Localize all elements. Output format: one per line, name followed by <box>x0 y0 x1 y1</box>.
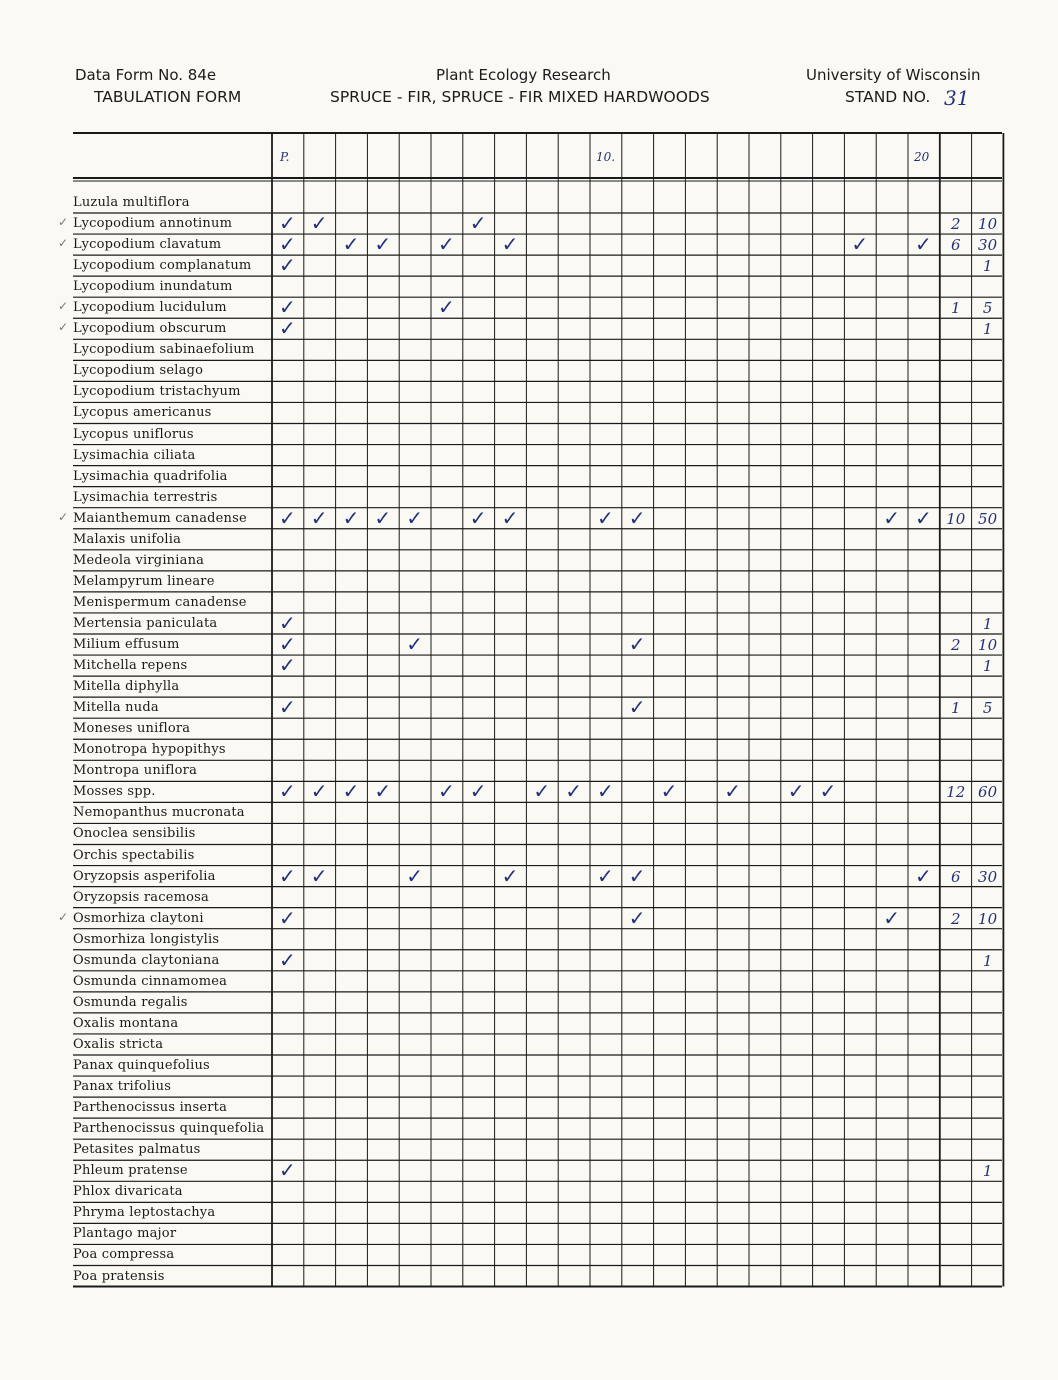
quadrat-check: ✓ <box>406 505 423 530</box>
quadrat-check: ✓ <box>501 863 519 888</box>
species-label: Lysimachia terrestris <box>73 489 218 505</box>
species-label: Medeola virginiana <box>73 552 205 568</box>
organization: Plant Ecology Research <box>436 66 611 84</box>
margin-check-mark: ✓ <box>58 509 69 524</box>
quadrat-check: ✓ <box>883 905 900 930</box>
margin-check-mark: ✓ <box>58 299 69 314</box>
species-label: Mitella nuda <box>73 700 159 716</box>
quadrat-check: ✓ <box>374 505 392 530</box>
quadrat-check: ✓ <box>279 695 296 720</box>
quadrat-check: ✓ <box>310 505 328 530</box>
species-label: Mitchella repens <box>73 658 188 674</box>
stand-number: 31 <box>944 86 970 110</box>
quadrat-check: ✓ <box>310 863 328 888</box>
quadrat-check: ✓ <box>469 211 487 235</box>
percent-value: 1 <box>982 1162 993 1181</box>
percent-value: 1 <box>982 320 993 339</box>
quadrat-check: ✓ <box>279 653 296 678</box>
species-label: Lycopus uniflorus <box>73 426 194 442</box>
margin-check-mark: ✓ <box>58 320 69 335</box>
quadrat-check: ✓ <box>915 505 932 530</box>
form-number: Data Form No. 84e <box>75 66 217 84</box>
species-label: Mertensia paniculata <box>73 615 218 631</box>
species-label: Mitella diphylla <box>73 679 180 695</box>
species-label: Orchis spectabilis <box>73 847 195 863</box>
species-label: Parthenocissus quinquefolia <box>73 1121 265 1137</box>
species-label: Milium effusum <box>73 637 180 652</box>
quadrat-check: ✓ <box>279 505 296 530</box>
species-label: Poa compressa <box>73 1247 175 1263</box>
species-label: Lysimachia quadrifolia <box>73 468 228 484</box>
column-marker-20: 20 <box>914 150 930 164</box>
percent-value: 5 <box>982 299 993 318</box>
quadrat-check: ✓ <box>628 505 646 530</box>
quadrat-check: ✓ <box>279 232 296 257</box>
species-label: Lysimachia ciliata <box>73 447 196 463</box>
quadrat-check: ✓ <box>819 779 837 804</box>
species-label: Moneses uniflora <box>73 721 191 737</box>
species-label: Lycopodium annotinum <box>73 216 233 231</box>
form-subtitle: SPRUCE - FIR, SPRUCE - FIR MIXED HARDWOODS <box>330 88 710 106</box>
frequency-value: 1 <box>951 699 961 718</box>
quadrat-check: ✓ <box>374 779 392 804</box>
species-label: Melampyrum lineare <box>73 573 215 589</box>
species-label: Osmunda regalis <box>73 994 188 1010</box>
quadrat-check: ✓ <box>342 505 360 530</box>
column-marker-10: 10. <box>596 150 616 164</box>
column-marker-p: P. <box>280 150 290 164</box>
species-label: Panax trifolius <box>73 1079 172 1095</box>
percent-value: 1 <box>982 257 993 276</box>
species-label: Phleum pratense <box>73 1163 188 1179</box>
frequency-value: 2 <box>951 636 961 654</box>
species-label: Monotropa hypopithys <box>73 742 226 758</box>
quadrat-check: ✓ <box>438 232 455 257</box>
percent-value: 30 <box>978 236 998 255</box>
quadrat-check: ✓ <box>279 1158 296 1183</box>
quadrat-check: ✓ <box>565 779 582 804</box>
quadrat-check: ✓ <box>597 505 614 530</box>
quadrat-check: ✓ <box>279 779 296 804</box>
quadrat-check: ✓ <box>628 863 646 888</box>
quadrat-check: ✓ <box>279 863 296 888</box>
species-label: Luzula multiflora <box>73 195 190 210</box>
percent-value: 1 <box>982 951 993 970</box>
quadrat-check: ✓ <box>406 632 423 656</box>
species-label: Malaxis unifolia <box>73 531 182 547</box>
percent-value: 60 <box>978 783 998 802</box>
species-label: Oxalis montana <box>73 1015 179 1031</box>
species-label: Osmunda claytoniana <box>73 952 220 968</box>
quadrat-check: ✓ <box>501 505 519 530</box>
species-label: Lycopodium selago <box>73 363 204 379</box>
quadrat-check: ✓ <box>279 253 296 278</box>
species-label: Phryma leptostachya <box>73 1205 216 1221</box>
frequency-value: 6 <box>951 236 961 255</box>
quadrat-check: ✓ <box>406 863 423 888</box>
percent-value: 1 <box>982 614 993 633</box>
quadrat-check: ✓ <box>469 505 487 530</box>
species-label: Oxalis stricta <box>73 1036 164 1052</box>
species-label: Lycopodium sabinaefolium <box>73 342 255 358</box>
quadrat-check: ✓ <box>915 863 932 888</box>
quadrat-check: ✓ <box>279 211 296 235</box>
species-label: Nemopanthus mucronata <box>73 805 245 821</box>
frequency-value: 12 <box>946 783 966 802</box>
quadrat-check: ✓ <box>279 610 296 635</box>
percent-value: 10 <box>978 215 998 233</box>
quadrat-check: ✓ <box>279 947 296 972</box>
stand-label: STAND NO. <box>845 88 931 106</box>
quadrat-check: ✓ <box>724 779 741 804</box>
percent-value: 30 <box>978 867 998 886</box>
percent-value: 5 <box>982 699 993 718</box>
quadrat-check: ✓ <box>310 779 328 804</box>
species-label: Poa pratensis <box>73 1268 165 1284</box>
quadrat-check: ✓ <box>342 779 360 804</box>
quadrat-check: ✓ <box>438 295 455 320</box>
quadrat-check: ✓ <box>279 905 296 930</box>
quadrat-check: ✓ <box>501 232 519 257</box>
species-label: Mosses spp. <box>73 784 156 800</box>
species-label: Petasites palmatus <box>73 1142 201 1158</box>
species-label: Lycopodium complanatum <box>73 258 252 274</box>
quadrat-check: ✓ <box>438 779 455 804</box>
species-label: Lycopodium clavatum <box>73 237 222 253</box>
quadrat-check: ✓ <box>628 695 646 720</box>
quadrat-check: ✓ <box>787 779 805 804</box>
species-label: Plantago major <box>73 1226 177 1242</box>
species-label: Maianthemum canadense <box>73 510 247 526</box>
percent-value: 50 <box>978 509 998 528</box>
margin-check-mark: ✓ <box>58 215 69 229</box>
species-label: Parthenocissus inserta <box>73 1100 228 1116</box>
margin-check-mark: ✓ <box>58 909 69 924</box>
percent-value: 10 <box>978 909 998 928</box>
percent-value: 1 <box>982 657 993 676</box>
quadrat-check: ✓ <box>628 632 646 656</box>
species-label: Montropa uniflora <box>73 763 198 779</box>
university: University of Wisconsin <box>806 66 981 84</box>
species-label: Phlox divaricata <box>73 1184 183 1200</box>
species-label: Lycopodium obscurum <box>73 321 227 337</box>
species-label: Oryzopsis asperifolia <box>73 868 216 884</box>
species-label: Lycopodium tristachyum <box>73 384 241 400</box>
frequency-value: 2 <box>951 215 961 233</box>
species-label: Lycopodium lucidulum <box>73 300 227 316</box>
quadrat-check: ✓ <box>279 295 296 320</box>
quadrat-check: ✓ <box>915 232 932 257</box>
species-label: Osmunda cinnamomea <box>73 973 228 989</box>
species-label: Lycopodium inundatum <box>73 279 233 295</box>
quadrat-check: ✓ <box>660 779 678 804</box>
species-label: Osmorhiza claytoni <box>73 910 204 926</box>
quadrat-check: ✓ <box>374 232 392 257</box>
quadrat-check: ✓ <box>533 779 551 804</box>
species-label: Lycopus americanus <box>73 405 212 421</box>
frequency-value: 10 <box>946 509 966 528</box>
species-label: Osmorhiza longistylis <box>73 931 220 947</box>
species-label: Oryzopsis racemosa <box>73 889 209 905</box>
quadrat-check: ✓ <box>342 232 360 257</box>
frequency-value: 1 <box>951 299 961 318</box>
quadrat-check: ✓ <box>851 232 869 257</box>
quadrat-check: ✓ <box>883 505 900 530</box>
quadrat-check: ✓ <box>310 211 328 235</box>
quadrat-check: ✓ <box>628 905 646 930</box>
quadrat-check: ✓ <box>469 779 487 804</box>
percent-value: 10 <box>978 636 998 654</box>
form-type: TABULATION FORM <box>94 88 242 106</box>
quadrat-check: ✓ <box>279 632 296 656</box>
frequency-value: 6 <box>951 867 961 886</box>
margin-check-mark: ✓ <box>58 236 69 251</box>
frequency-value: 2 <box>951 909 961 928</box>
quadrat-check: ✓ <box>597 863 614 888</box>
species-label: Onoclea sensibilis <box>73 826 196 842</box>
quadrat-check: ✓ <box>597 779 614 804</box>
species-label: Panax quinquefolius <box>73 1058 210 1073</box>
species-label: Menispermum canadense <box>73 594 247 610</box>
quadrat-check: ✓ <box>279 316 296 341</box>
